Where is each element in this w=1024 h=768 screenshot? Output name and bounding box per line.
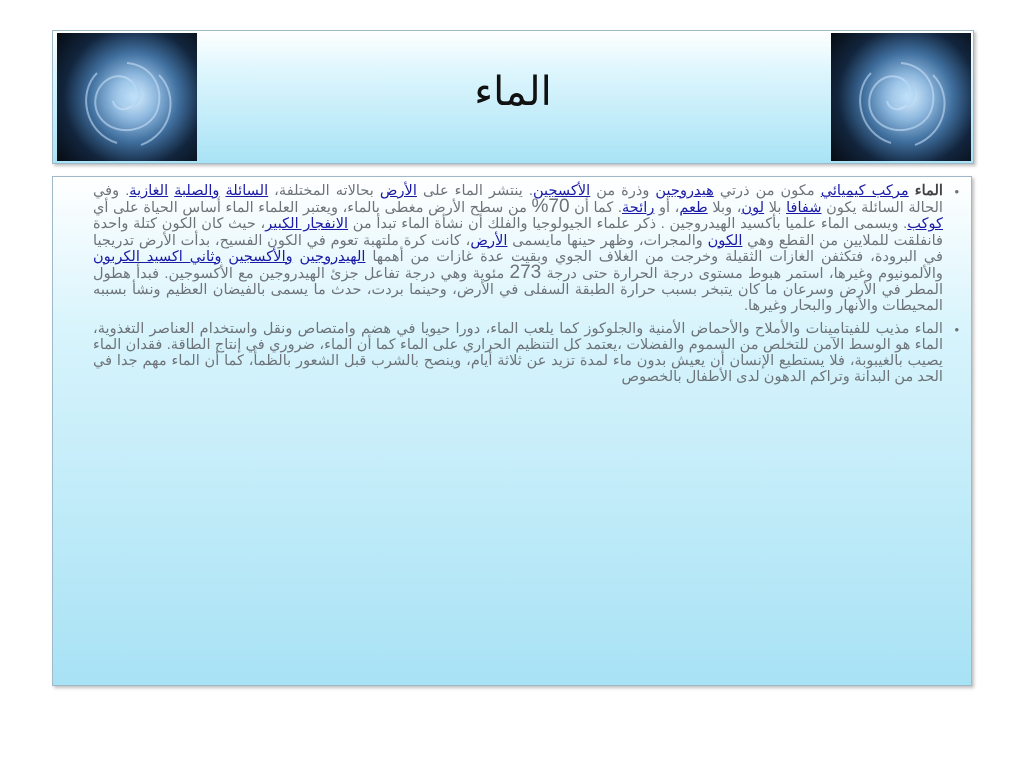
text-span: ، وبلا xyxy=(707,200,742,217)
text-span: بحالاته المختلفة، xyxy=(268,183,380,199)
link-hydrogen[interactable]: هيدروجين xyxy=(655,183,714,199)
rose-icon xyxy=(831,33,971,161)
text-span: والألمونيوم وغيرها، استمر هبوط مستوى درجة الحرارة حتى درجة xyxy=(541,266,943,283)
text-span: وذرة من xyxy=(590,183,656,199)
link-oxygen[interactable]: الأكسجين xyxy=(532,183,591,199)
link-smell[interactable]: رائحة xyxy=(621,200,655,217)
text-span: . ويسمى الماء علميا بأكسيد الهيدروجين . ذكر علماء الجيولوجيا والفلك أن نشأة الماء تبدأ من xyxy=(348,216,908,233)
content-box xyxy=(52,176,972,686)
percent-value: 70% xyxy=(531,196,570,218)
link-color[interactable]: لون xyxy=(741,200,765,217)
text-span: من سطح الأرض مغطى بالماء، ويعتبر العلماء الماء أساس الحياة على أي xyxy=(93,200,532,217)
slide-title: الماء xyxy=(474,69,552,115)
link-oxygen-2[interactable]: والأكسجين xyxy=(228,248,293,265)
link-transparent[interactable]: شفافا xyxy=(786,200,822,217)
text-span: . كما أن xyxy=(569,200,622,217)
link-gaseous[interactable]: الغازية xyxy=(129,183,169,199)
text-span xyxy=(293,249,300,265)
text-span: . وفي الحالة السائلة يكون xyxy=(93,183,943,217)
link-chemical-compound[interactable]: مركب كيميائي xyxy=(820,183,909,199)
rose-icon xyxy=(57,33,197,161)
link-earth-2[interactable]: الأرض xyxy=(470,232,508,249)
term-water: الماء xyxy=(914,183,943,199)
text-span: مكون من ذرتي xyxy=(713,183,821,199)
paragraph-1 xyxy=(93,183,959,315)
paragraph-2 xyxy=(93,320,959,386)
link-taste[interactable]: طعم xyxy=(679,200,708,217)
link-planet[interactable]: كوكب xyxy=(907,216,943,233)
text-span: مئوية وهي درجة تفاعل جزئ الهيدروجين مع الأكسوجين. فبدأ هطول المطر في الأرض وسرعان ما كان يتبخر بسبب حرارة الطبقة السفلى في الأرض، وحينما بردت، حدث ما يسمى بالفيضان العظيم ونشأ بسببه المحيطات والأنهار والبحار وغيرها. xyxy=(93,266,943,315)
link-big-bang[interactable]: الانفجار الكبير xyxy=(265,216,349,233)
bullet-icon: • xyxy=(954,184,959,199)
text-span: ، أو xyxy=(654,200,680,217)
text-span: . ينتشر الماء على xyxy=(416,183,533,199)
text-span: بلا xyxy=(764,200,787,217)
text-span: ، كانت كرة ملتهبة تعوم في الكون الفسيح، بدأت الأرض تدريجيا في البرودة، فتكثفن الغازات الثقيلة وخرجت من الغلاف الجوي وبقيت عدة غازات من أهمها xyxy=(93,232,943,265)
text-span: والمجرات، وظهر حينها مايسمى xyxy=(507,232,708,249)
title-box xyxy=(52,30,974,164)
temperature-value: 273 xyxy=(509,262,542,284)
link-universe[interactable]: الكون xyxy=(707,232,743,249)
blue-rose-image-left xyxy=(57,33,197,161)
link-earth[interactable]: الأرض xyxy=(379,183,417,199)
text-span: ، حيث كان الكون كتلة واحدة فانفلقت للملايين من القطع وهي xyxy=(93,216,943,249)
link-solid[interactable]: والصلبة xyxy=(174,183,220,199)
link-hydrogen-2[interactable]: الهيدروجين xyxy=(299,248,366,265)
link-carbon-dioxide[interactable]: وثاني اكسيد الكربون xyxy=(93,248,222,265)
bullet-icon: • xyxy=(954,321,959,337)
paragraph-2-text: الماء مذيب للفيتامينات والأملاح والأحماض الأمنية والجلوكوز كما يلعب الماء، دورا حيويا في هضم وامتصاص ونقل واستخدام العناصر التغذوية، الماء هو الوسط الآمن للتخلص من السموم والفضلات ،يعتمد كل التنظيم الحراري على الماء كما أن الماء، ضروري في إنتاج الطاقة. فقدان الماء يصيب بالغيبوبة، فلا يستطيع الإنسان أن يعيش بدون ماء لمدة تزيد عن ثلاثة أيام، وينصح بالشرب قبل الشعور بالظمأ، كما أن الماء مهم جدا في الحد من البدانة وتراكم الدهون لدى الأطفال بالخصوص xyxy=(93,320,943,386)
link-liquid[interactable]: السائلة xyxy=(225,183,269,199)
blue-rose-image-right xyxy=(831,33,971,161)
